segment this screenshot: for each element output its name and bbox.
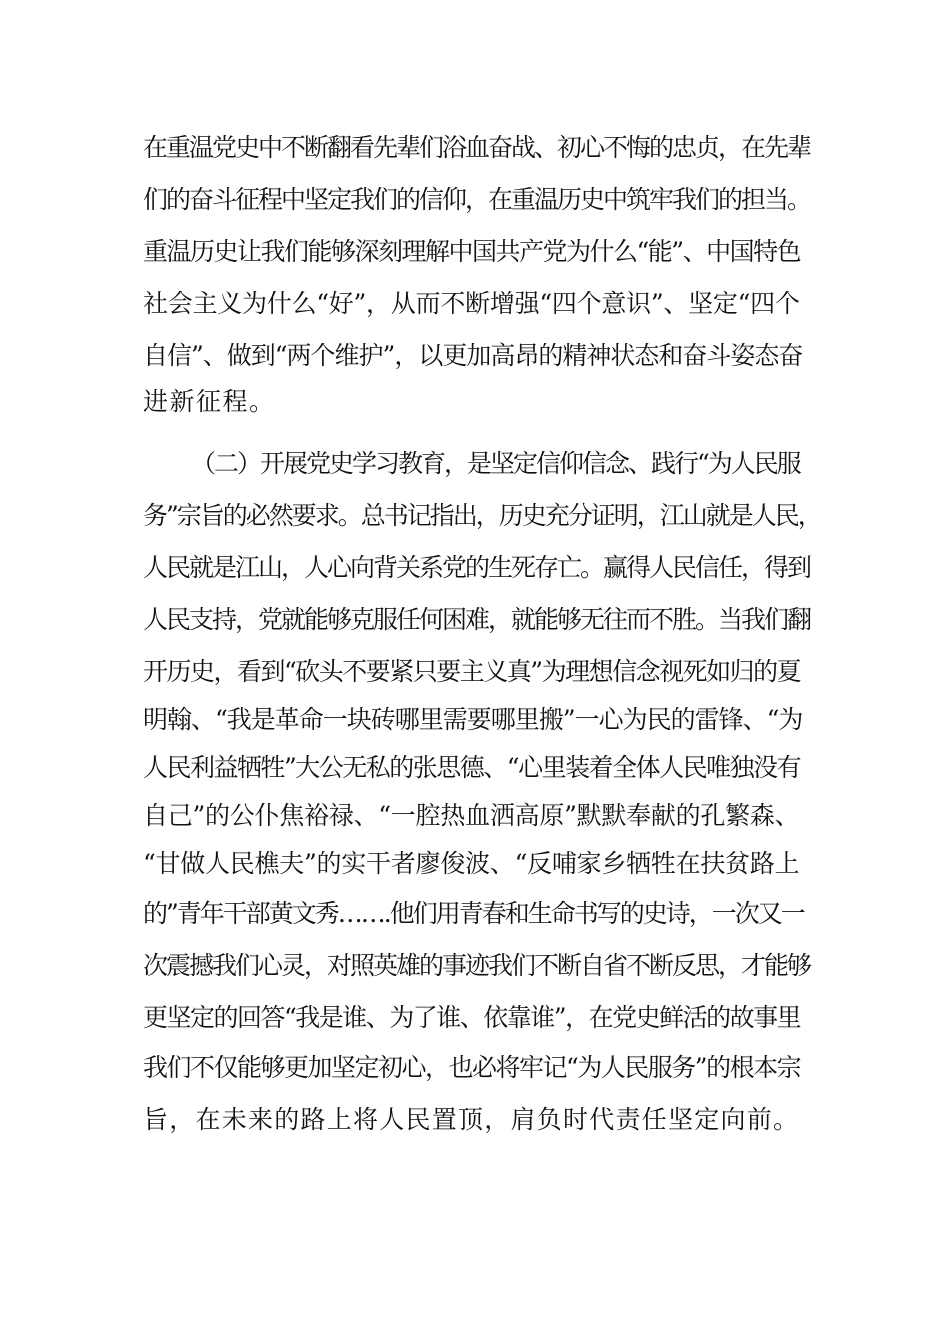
paragraph-line: 进新征程。 [143, 387, 276, 416]
paragraph-line: 们的奋斗征程中坚定我们的信仰，在重温历史中筑牢我们的担当。 [143, 185, 811, 214]
paragraph-line: 在重温党史中不断翻看先辈们浴血奋战、初心不悔的忠贞，在先辈 [143, 133, 811, 162]
paragraph-line: 更坚定的回答“我是谁、为了谁、依靠谁”，在党史鲜活的故事里 [143, 1003, 801, 1032]
paragraph-line: （二）开展党史学习教育，是坚定信仰信念、践行“为人民服 [191, 449, 800, 478]
paragraph-line: 重温历史让我们能够深刻理解中国共产党为什么“能”、中国特色 [143, 237, 801, 266]
paragraph-line: 人民支持，党就能够克服任何困难，就能够无往而不胜。当我们翻 [143, 605, 811, 634]
paragraph-line: 次震撼我们心灵，对照英雄的事迹我们不断自省不断反思，才能够 [143, 951, 811, 980]
paragraph-line: 自己”的公仆焦裕禄、“一腔热血洒高原”默默奉献的孔繁森、 [143, 801, 800, 830]
paragraph-line: 开历史，看到“砍头不要紧只要主义真”为理想信念视死如归的夏 [143, 657, 801, 686]
paragraph-line: 务”宗旨的必然要求。总书记指出，历史充分证明，江山就是人民， [143, 501, 821, 530]
paragraph-line: 明翰、“我是革命一块砖哪里需要哪里搬”一心为民的雷锋、“为 [143, 705, 803, 734]
paragraph-line: “甘做人民樵夫”的实干者廖俊波、“反哺家乡牺牲在扶贫路上 [143, 849, 800, 878]
paragraph-line: 旨，在未来的路上将人民置顶，肩负时代责任坚定向前。 [143, 1105, 800, 1134]
paragraph-line: 社会主义为什么“好”，从而不断增强“四个意识”、坚定“四个 [143, 289, 800, 318]
paragraph-line: 自信”、做到“两个维护”，以更加高昂的精神状态和奋斗姿态奋 [143, 341, 803, 370]
paragraph-line: 我们不仅能够更加坚定初心，也必将牢记“为人民服务”的根本宗 [143, 1053, 801, 1082]
paragraph-line: 人民利益牺牲”大公无私的张思德、“心里装着全体人民唯独没有 [143, 753, 801, 782]
paragraph-line: 的”青年干部黄文秀…….他们用青春和生命书写的史诗，一次又一 [143, 899, 804, 928]
paragraph-line: 人民就是江山，人心向背关系党的生死存亡。赢得人民信任，得到 [143, 553, 811, 582]
